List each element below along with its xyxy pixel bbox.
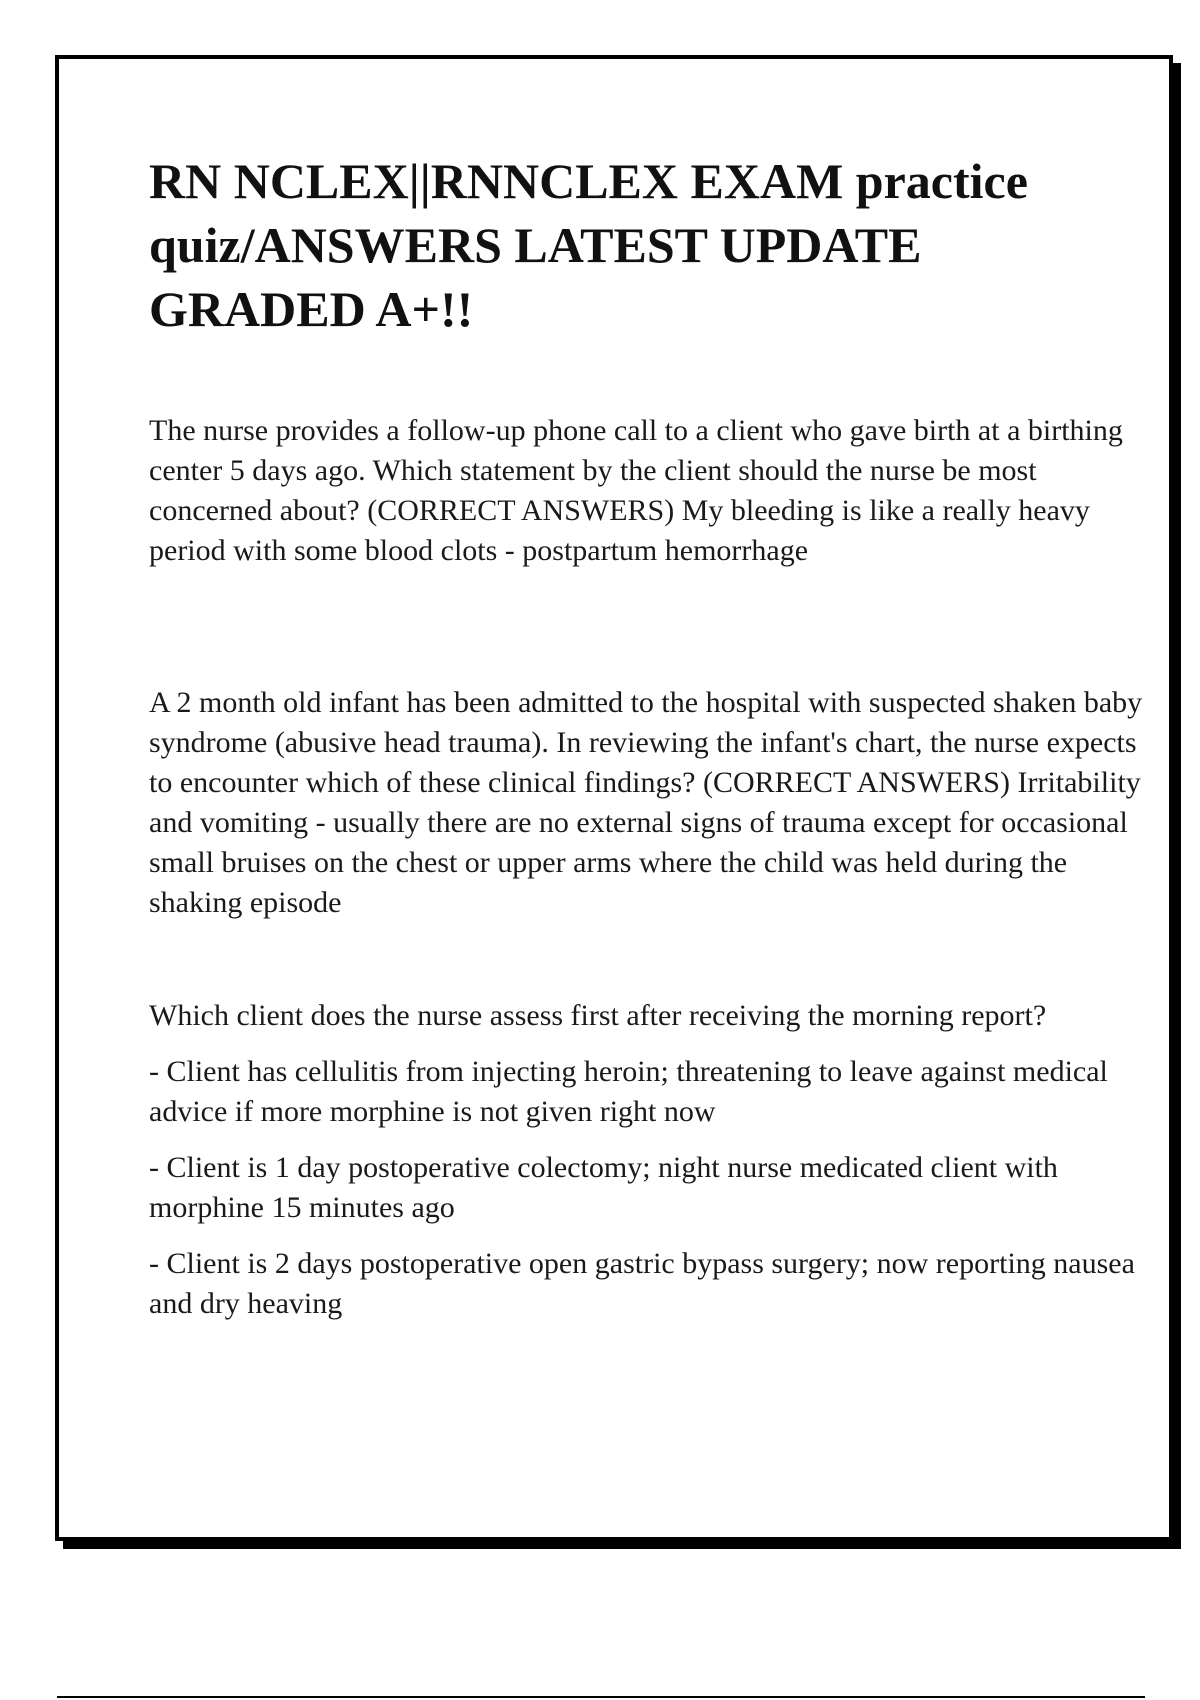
- question-3-text: Which client does the nurse assess first after receiving the morning report?: [149, 999, 1047, 1032]
- question-2-text: A 2 month old infant has been admitted to the hospital with suspected shaken baby syndrome (abusive head trauma). In reviewing the infant's chart, the nurse expects to encounter which of these clinical findings? (CORRECT ANSWERS) Irritability and vomiting - usually there are no external signs of trauma except for occasional small bruises on the chest or upper arms where the child was held during the shaking episode: [149, 686, 1143, 919]
- document-title: RN NCLEX||RNNCLEX EXAM practice quiz/ANSWERS LATEST UPDATE GRADED A+!!: [149, 153, 1028, 337]
- document-page-frame: [55, 55, 1173, 1541]
- question-2: [149, 683, 1149, 923]
- page-bottom-divider: [57, 1696, 1145, 1698]
- question-3-option-1: - Client has cellulitis from injecting heroin; threatening to leave against medical advice if more morphine is not given right now: [149, 1055, 1108, 1128]
- question-3-option-3: - Client is 2 days postoperative open gastric bypass surgery; now reporting nausea and dry heaving: [149, 1247, 1135, 1320]
- question-1-text: The nurse provides a follow-up phone call to a client who gave birth at a birthing center 5 days ago. Which statement by the client should the nurse be most concerned about? (CORRECT ANSWERS) My bleeding is like a really heavy period with some blood clots - postpartum hemorrhage: [149, 414, 1123, 567]
- question-1: [149, 411, 1149, 571]
- question-3: [149, 996, 1149, 1324]
- question-3-option-2: - Client is 1 day postoperative colectomy; night nurse medicated client with morphine 15 minutes ago: [149, 1151, 1058, 1224]
